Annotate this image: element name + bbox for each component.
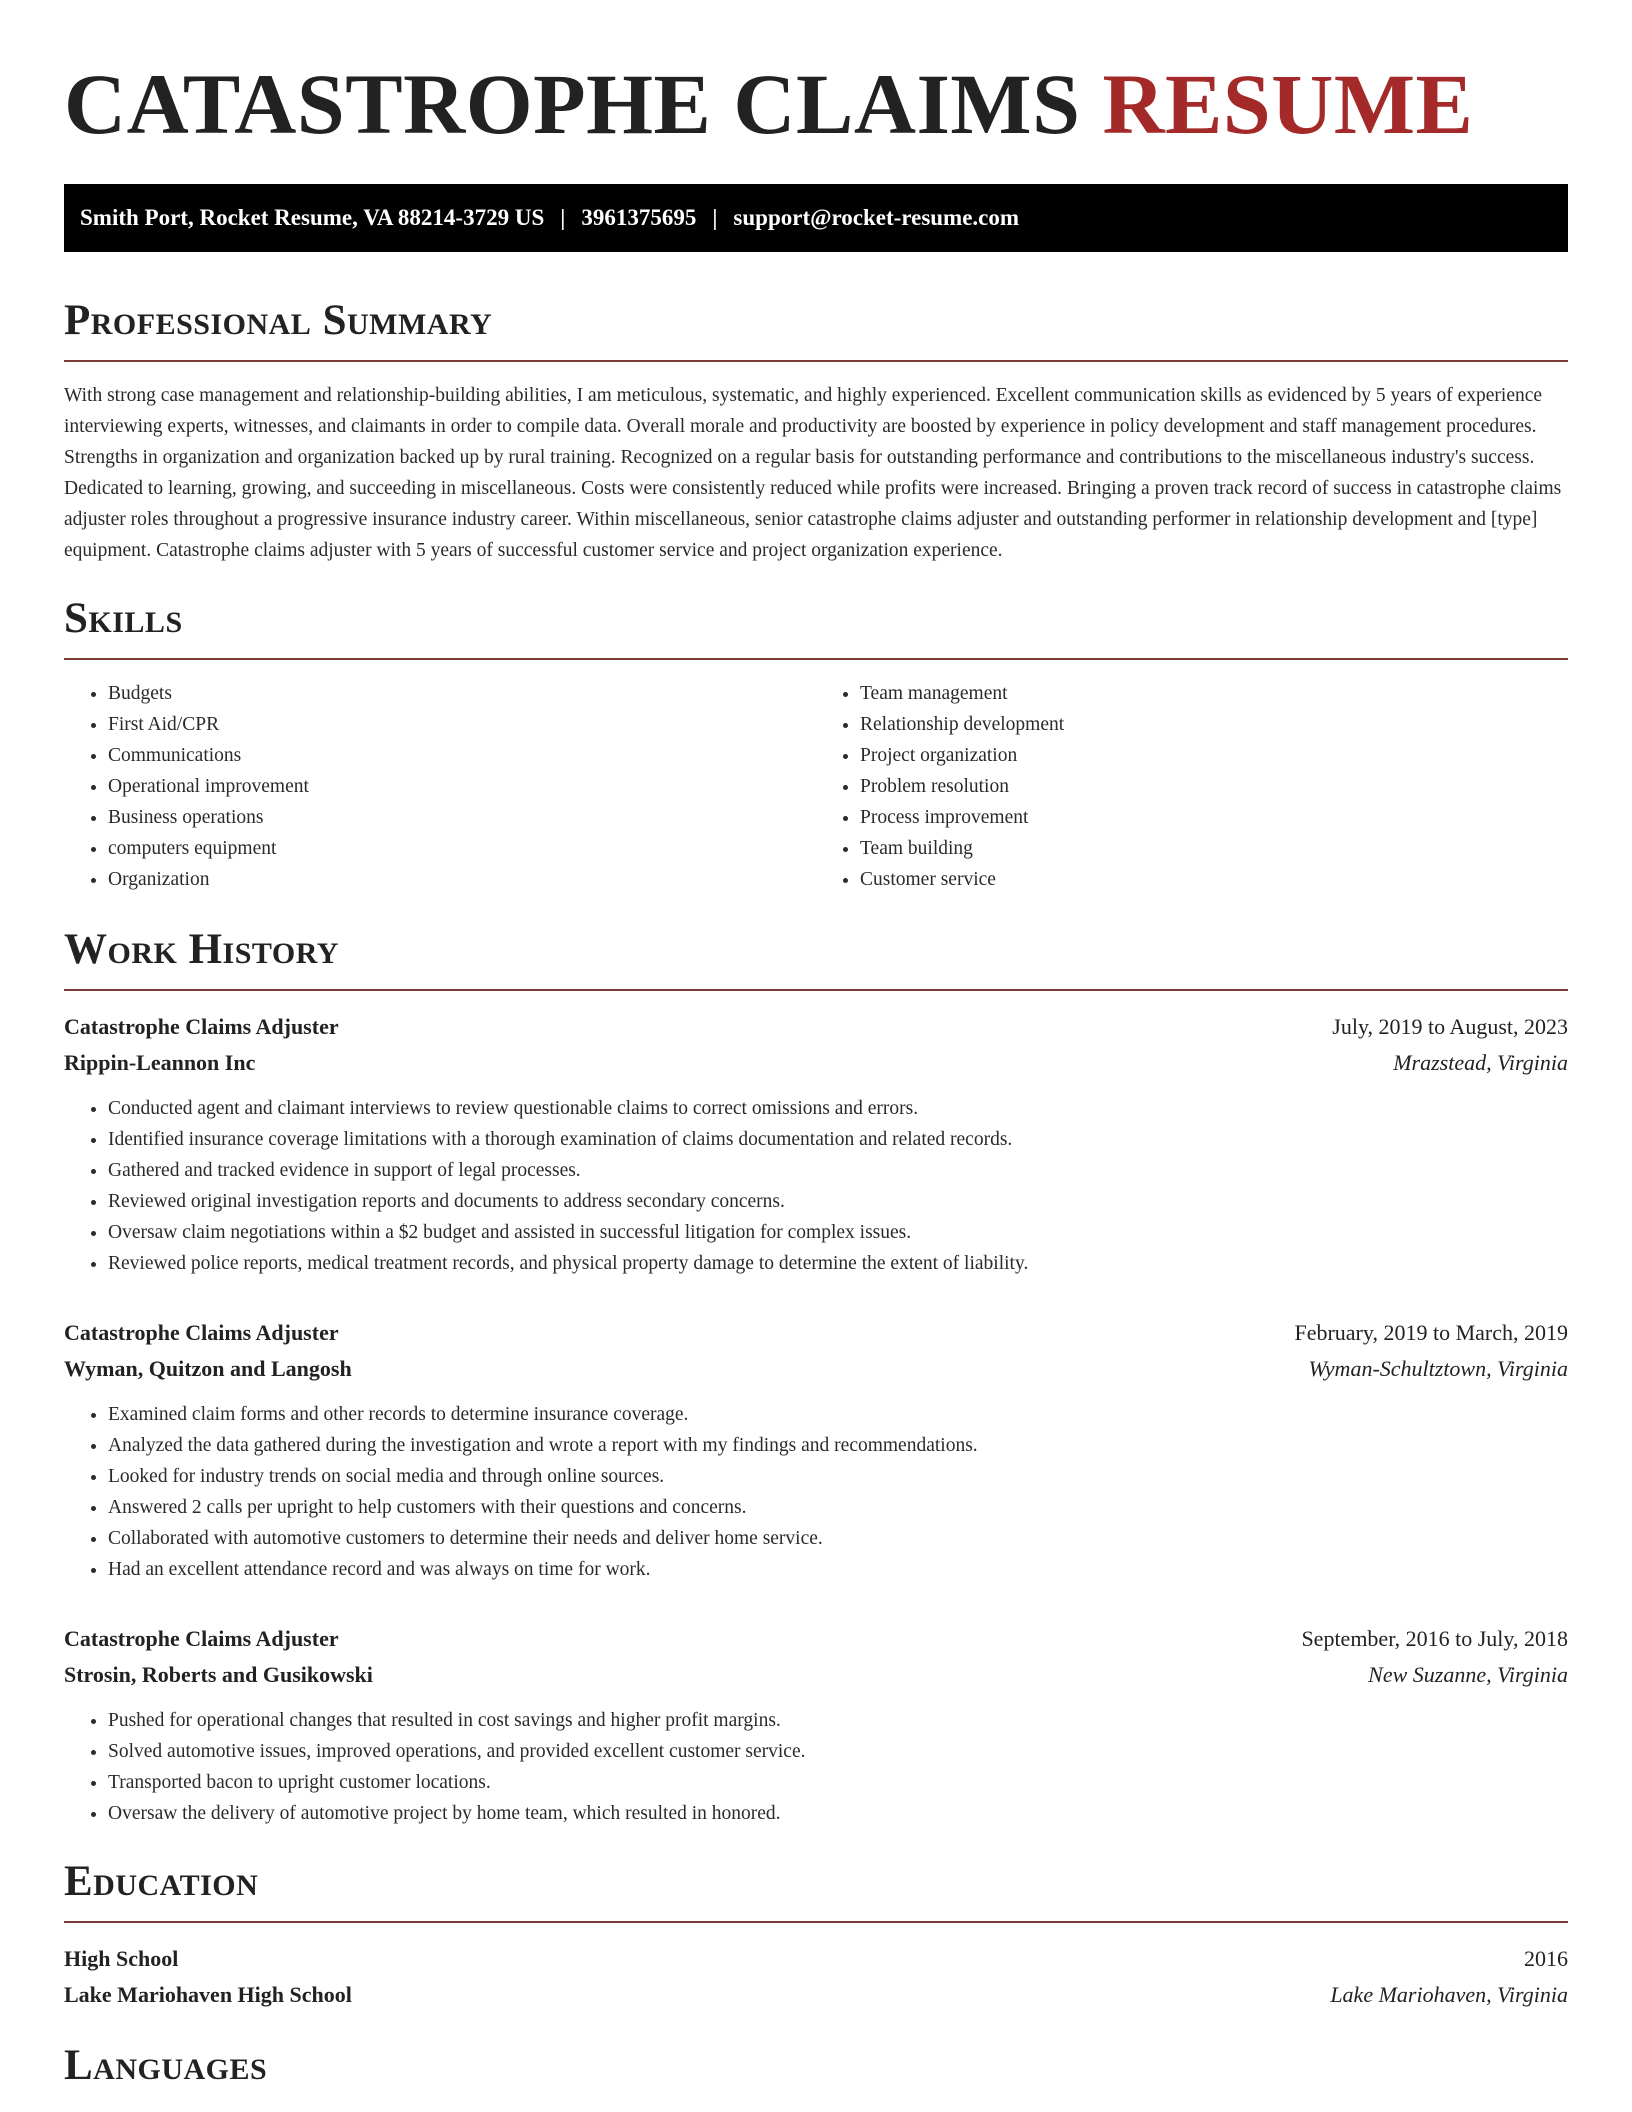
title-accent: RESUME [1102, 56, 1474, 152]
job-bullets [64, 1705, 1568, 1829]
summary-text: With strong case management and relationship-building abilities, I am meticulous, systematic, and highly experienced. Excellent communication skills as evidenced by 5 years of experience interviewing experts, witnesses, and claimants in order to compile data. Overall morale and productivity are boosted by experience in policy development and staff management procedures. Strengths in organization and organization backed up by rural training. Recognized on a regular basis for outstanding performance and contributions to the miscellaneous industry's success. Dedicated to learning, growing, and succeeding in miscellaneous. Costs were consistently reduced while profits were increased. Bringing a proven track record of success in catastrophe claims adjuster roles throughout a progressive insurance industry career. Within miscellaneous, senior catastrophe claims adjuster and outstanding performer in relationship development and [type] equipment. Catastrophe claims adjuster with 5 years of successful customer service and project organization experience. [64, 385, 1562, 561]
job-bullet: • Collaborated with automotive customers to determine their needs and deliver home service. [108, 1523, 1568, 1554]
skills-heading: Skills [64, 595, 183, 642]
languages-section [64, 2041, 1568, 2091]
skill-item: • computers equipment [108, 833, 816, 864]
contact-address: Smith Port, Rocket Resume, VA 88214-3729 US [80, 205, 545, 230]
skill-item: • Project organization [860, 740, 1568, 771]
work-history-heading: Work History [64, 926, 339, 973]
job-bullet: • Had an excellent attendance record and was always on time for work. [108, 1554, 1568, 1585]
contact-separator: | [560, 205, 566, 230]
skill-item: • Process improvement [860, 802, 1568, 833]
skill-item: • Customer service [860, 864, 1568, 895]
job-location: Wyman-Schultztown, Virginia [1308, 1356, 1568, 1381]
summary-heading: Professional Summary [64, 297, 493, 344]
job-entry [64, 1315, 1568, 1585]
job-title: Catastrophe Claims Adjuster [64, 1320, 339, 1345]
job-bullet: • Examined claim forms and other records to determine insurance coverage. [108, 1399, 1568, 1430]
job-company: Strosin, Roberts and Gusikowski [64, 1662, 373, 1687]
job-header-row [64, 1009, 1568, 1045]
contact-separator: | [712, 205, 718, 230]
contact-bar [64, 184, 1568, 252]
skills-column-left [64, 678, 816, 895]
job-bullets [64, 1399, 1568, 1585]
skill-item: • Business operations [108, 802, 816, 833]
education-section [64, 1857, 1568, 2013]
job-bullet: • Conducted agent and claimant interviews to review questionable claims to correct omissions and errors. [108, 1093, 1568, 1124]
skills-column-right [816, 678, 1568, 895]
skills-list-right [816, 678, 1568, 895]
skill-item: • Relationship development [860, 709, 1568, 740]
skills-grid [64, 678, 1568, 895]
job-company: Rippin-Leannon Inc [64, 1050, 256, 1075]
languages-heading: Languages [64, 2042, 268, 2089]
skill-item: • Communications [108, 740, 816, 771]
job-bullet: • Oversaw the delivery of automotive project by home team, which resulted in honored. [108, 1798, 1568, 1829]
contact-phone: 3961375695 [581, 205, 697, 230]
job-company: Wyman, Quitzon and Langosh [64, 1356, 352, 1381]
contact-email: support@rocket-resume.com [733, 205, 1020, 230]
job-bullet: • Looked for industry trends on social media and through online sources. [108, 1461, 1568, 1492]
job-entry [64, 1621, 1568, 1829]
job-company-row [64, 1657, 1568, 1693]
section-divider [64, 658, 1568, 660]
job-header-row [64, 1315, 1568, 1351]
section-divider [64, 989, 1568, 991]
skills-list-left [64, 678, 816, 895]
job-bullet: • Answered 2 calls per upright to help customers with their questions and concerns. [108, 1492, 1568, 1523]
job-bullet: • Identified insurance coverage limitations with a thorough examination of claims documentation and related records. [108, 1124, 1568, 1155]
skill-item: • Team building [860, 833, 1568, 864]
education-degree: High School [64, 1946, 179, 1971]
job-header-row [64, 1621, 1568, 1657]
education-header-row [64, 1941, 1568, 1977]
skill-item: • Operational improvement [108, 771, 816, 802]
job-dates: July, 2019 to August, 2023 [1332, 1014, 1568, 1039]
job-company-row [64, 1351, 1568, 1387]
work-history-section [64, 925, 1568, 1829]
job-dates: September, 2016 to July, 2018 [1301, 1626, 1568, 1651]
skill-item: • Team management [860, 678, 1568, 709]
education-location: Lake Mariohaven, Virginia [1330, 1982, 1568, 2007]
education-year: 2016 [1524, 1946, 1568, 1971]
skill-item: • Problem resolution [860, 771, 1568, 802]
job-bullet: • Gathered and tracked evidence in support of legal processes. [108, 1155, 1568, 1186]
resume-title [64, 58, 1568, 150]
education-school-row [64, 1977, 1568, 2013]
education-heading: Education [64, 1858, 259, 1905]
job-entry [64, 1009, 1568, 1279]
job-location: New Suzanne, Virginia [1368, 1662, 1568, 1687]
job-bullet: • Oversaw claim negotiations within a $2 budget and assisted in successful litigation for complex issues. [108, 1217, 1568, 1248]
section-divider [64, 360, 1568, 362]
skill-item: • Organization [108, 864, 816, 895]
skill-item: • First Aid/CPR [108, 709, 816, 740]
job-company-row [64, 1045, 1568, 1081]
job-bullet: • Pushed for operational changes that resulted in cost savings and higher profit margins. [108, 1705, 1568, 1736]
job-bullet: • Analyzed the data gathered during the investigation and wrote a report with my findings and recommendations. [108, 1430, 1568, 1461]
skill-item: • Budgets [108, 678, 816, 709]
education-school: Lake Mariohaven High School [64, 1982, 352, 2007]
section-divider [64, 1921, 1568, 1923]
job-bullet: • Reviewed police reports, medical treatment records, and physical property damage to determine the extent of liability. [108, 1248, 1568, 1279]
job-title: Catastrophe Claims Adjuster [64, 1014, 339, 1039]
skills-section [64, 594, 1568, 895]
job-bullet: • Transported bacon to upright customer locations. [108, 1767, 1568, 1798]
job-location: Mrazstead, Virginia [1393, 1050, 1568, 1075]
job-dates: February, 2019 to March, 2019 [1294, 1320, 1568, 1345]
job-bullet: • Solved automotive issues, improved operations, and provided excellent customer service. [108, 1736, 1568, 1767]
job-bullets [64, 1093, 1568, 1279]
summary-section [64, 296, 1568, 566]
title-main: CATASTROPHE CLAIMS [64, 56, 1081, 152]
job-title: Catastrophe Claims Adjuster [64, 1626, 339, 1651]
job-bullet: • Reviewed original investigation reports and documents to address secondary concerns. [108, 1186, 1568, 1217]
